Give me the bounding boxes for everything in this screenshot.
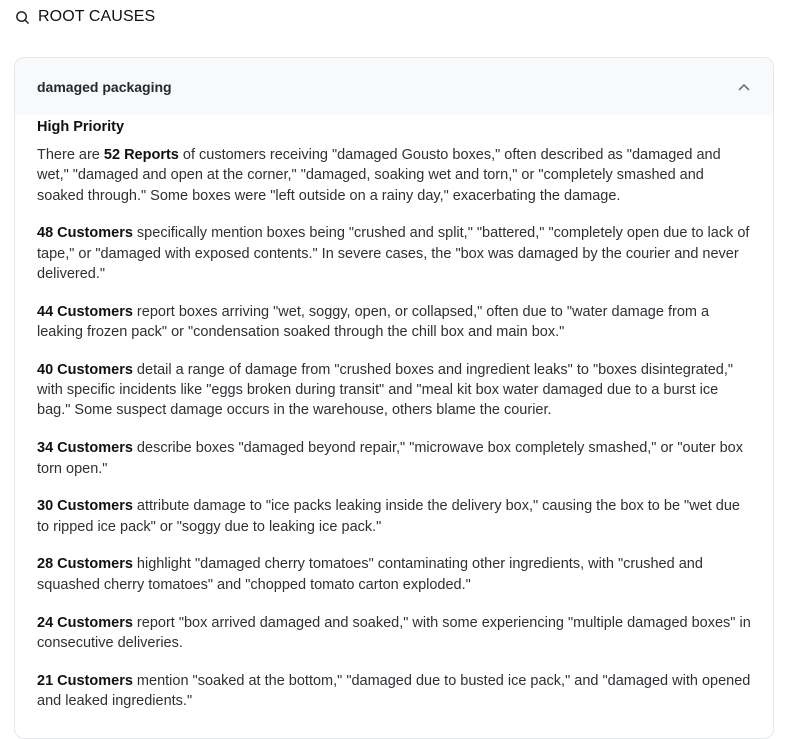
- root-cause-accordion: [14, 57, 774, 739]
- cause-paragraph: [37, 613, 751, 654]
- customer-count: 48 Customers: [37, 225, 133, 242]
- search-icon: [14, 9, 30, 25]
- cause-paragraph: [37, 302, 751, 343]
- section-header: [14, 5, 155, 29]
- customer-count: 40 Customers: [37, 361, 133, 378]
- customer-count: 24 Customers: [37, 614, 133, 631]
- customer-count: 30 Customers: [37, 498, 133, 515]
- paragraph-text: report boxes arriving "wet, soggy, open, or collapsed," often due to "water damage from a leaking frozen pack" or "condensation soaked through the chill box and main box.": [37, 303, 710, 341]
- cause-paragraph: [37, 145, 751, 206]
- report-count: 52 Reports: [103, 147, 179, 163]
- cause-paragraph: [37, 671, 751, 712]
- accordion-label: damaged packaging: [37, 78, 172, 95]
- customer-count: 21 Customers: [37, 672, 133, 689]
- cause-paragraph: [37, 360, 751, 421]
- paragraph-text: detail a range of damage from "crushed boxes and ingredient leaks" to "boxes disintegrated," with specific incidents like "eggs broken during transit" and "meal kit box water damaged due to a burst ice bag." Some suspect damage occurs in the warehouse, others blame the courier.: [37, 361, 734, 419]
- paragraph-lead: There are: [37, 147, 104, 163]
- page-title: ROOT CAUSES: [38, 8, 156, 25]
- customer-count: 34 Customers: [37, 440, 133, 457]
- customer-count: 44 Customers: [37, 303, 133, 320]
- priority-label: High Priority: [37, 119, 125, 135]
- accordion-content: [15, 115, 773, 711]
- paragraph-text: mention "soaked at the bottom," "damaged due to busted ice pack," and "damaged with opened and leaked ingredients.": [37, 672, 751, 709]
- cause-paragraph: [37, 438, 751, 479]
- cause-paragraph: [37, 554, 751, 595]
- cause-paragraph: [37, 223, 751, 284]
- paragraph-text: attribute damage to "ice packs leaking inside the delivery box," causing the box to be "wet due to ripped ice pack" or "soggy due to leaking ice pack.": [37, 498, 740, 535]
- paragraph-text: specifically mention boxes being "crushed and split," "battered," "completely open due to lack of tape," or "damaged with exposed contents." In severe cases, the "box was damaged by the courier and never delivered.": [37, 225, 750, 282]
- accordion-header[interactable]: [15, 58, 773, 115]
- paragraph-text: describe boxes "damaged beyond repair," "microwave box completely smashed," or "outer box torn open.": [37, 440, 743, 477]
- customer-count: 28 Customers: [37, 556, 133, 573]
- paragraph-text: of customers receiving "damaged Gousto boxes," often described as "damaged and wet," "damaged and open at the corner," "damaged, soaking wet and torn," or "completely smashed and soaked through." Some boxes were "left outside on a rainy day," exacerbating the damage.: [37, 147, 721, 204]
- chevron-up-icon[interactable]: [737, 80, 751, 94]
- cause-paragraph: [37, 496, 751, 537]
- paragraph-text: report "box arrived damaged and soaked," with some experiencing "multiple damaged boxes" in consecutive deliveries.: [37, 614, 751, 651]
- paragraph-text: highlight "damaged cherry tomatoes" contaminating other ingredients, with "crushed and squashed cherry tomatoes" and "chopped tomato carton exploded.": [37, 556, 703, 593]
